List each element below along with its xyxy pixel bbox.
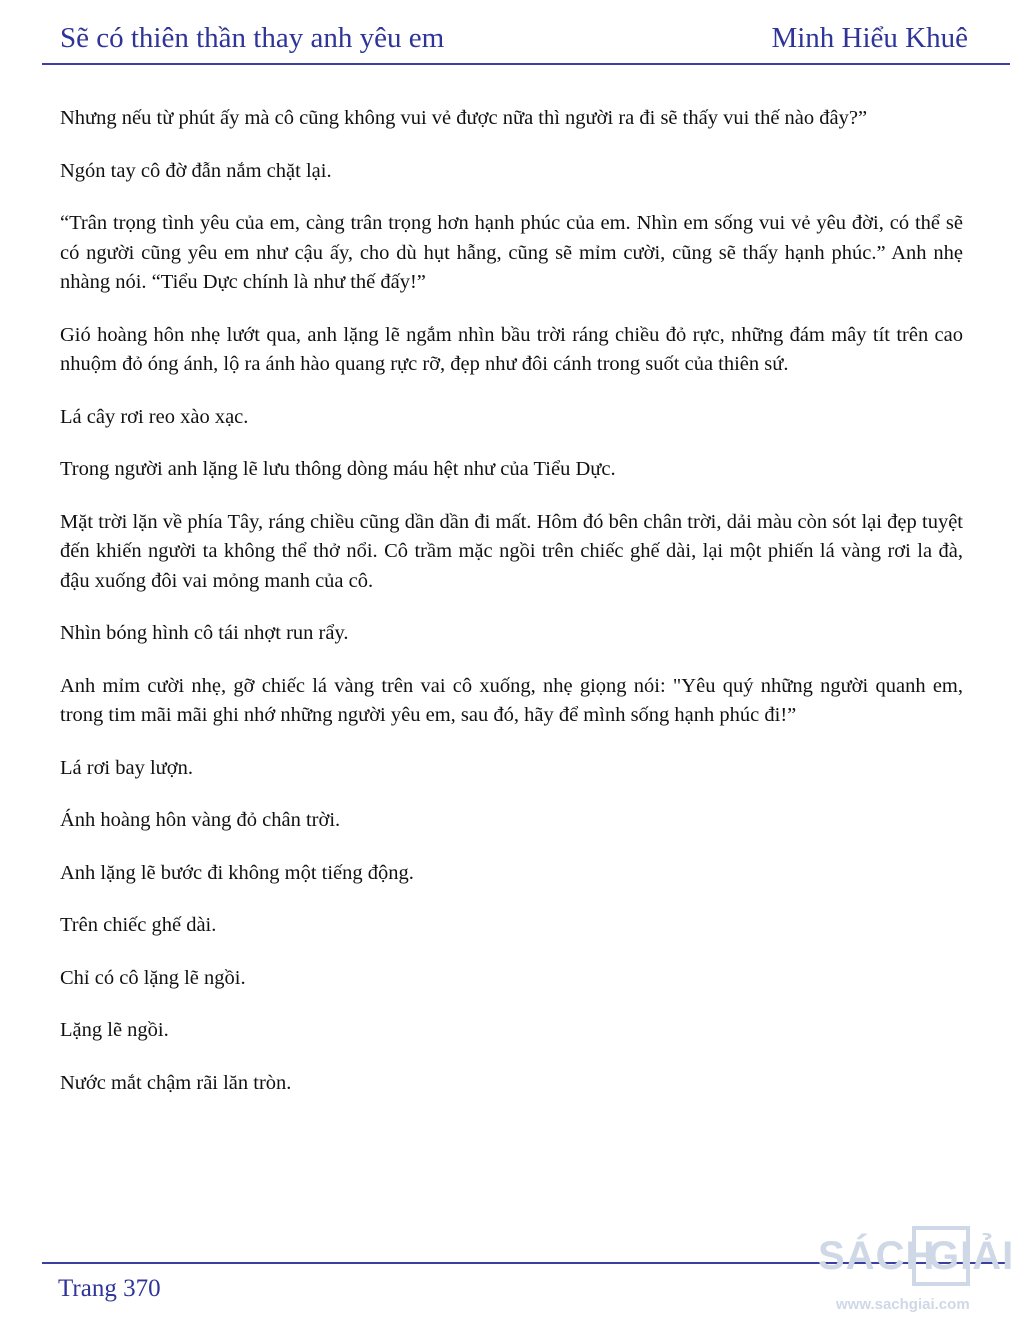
paragraph: Chỉ có cô lặng lẽ ngồi. xyxy=(60,966,246,989)
paragraph: Trên chiếc ghế dài. xyxy=(60,914,217,936)
paragraph: Nước mắt chậm rãi lăn tròn. xyxy=(60,1071,292,1094)
header-divider xyxy=(42,63,1010,65)
paragraph: Mặt trời lặn về phía Tây, ráng chiều cũng dần dần đi mất. Hôm đó bên chân trời, dải màu còn sót lại đẹp tuyệt đến khiến người ta không thể thở nổi. Cô trầm mặc ngồi trên chiếc ghế dài, lại một phiến lá vàng rơi la đà, đậu xuống đôi vai mỏng manh của cô. xyxy=(60,510,963,592)
header-author: Minh Hiểu Khuê xyxy=(771,22,968,54)
paragraph: Nhìn bóng hình cô tái nhợt run rẩy. xyxy=(60,622,349,644)
paragraph: Lá rơi bay lượn. xyxy=(60,756,193,779)
paragraph: Ngón tay cô đờ đẫn nắm chặt lại. xyxy=(60,159,332,182)
paragraph: Anh mỉm cười nhẹ, gỡ chiếc lá vàng trên vai cô xuống, nhẹ giọng nói: "Yêu quý những người quanh em, trong tim mãi mãi ghi nhớ những người yêu em, sau đó, hãy để mình sống hạnh phúc đi!” xyxy=(60,674,963,726)
watermark-brand-part2: GIẢI xyxy=(928,1234,1015,1278)
paragraph: Gió hoàng hôn nhẹ lướt qua, anh lặng lẽ ngắm nhìn bầu trời ráng chiều đỏ rực, những đám mây tít trên cao nhuộm đỏ óng ánh, lộ ra ánh hào quang rực rỡ, đẹp như đôi cánh trong suốt của thiên sứ. xyxy=(60,323,963,375)
watermark-brand-part1: SÁCH xyxy=(818,1234,936,1278)
paragraph: Ánh hoàng hôn vàng đỏ chân trời. xyxy=(60,809,341,831)
paragraph: Nhưng nếu từ phút ấy mà cô cũng không vui vẻ được nữa thì người ra đi sẽ thấy vui thế nào đây?” xyxy=(60,107,868,129)
paragraph: Lá cây rơi reo xào xạc. xyxy=(60,405,249,428)
paragraph: Anh lặng lẽ bước đi không một tiếng động. xyxy=(60,861,414,884)
paragraph: Lặng lẽ ngồi. xyxy=(60,1019,169,1041)
page-body xyxy=(60,104,963,1121)
header-book-title: Sẽ có thiên thần thay anh yêu em xyxy=(60,22,445,54)
watermark-url: www.sachgiai.com xyxy=(836,1296,970,1313)
paragraph: “Trân trọng tình yêu của em, càng trân trọng hơn hạnh phúc của em. Nhìn em sống vui vẻ yêu đời, có thể sẽ có người cũng yêu em như cậu ấy, cho dù hụt hẫng, cũng sẽ mỉm cười, cũng sẽ thấy hạnh phúc.” Anh nhẹ nhàng nói. “Tiểu Dực chính là như thế đấy!” xyxy=(60,212,963,293)
paragraph: Trong người anh lặng lẽ lưu thông dòng máu hệt như của Tiểu Dực. xyxy=(60,458,616,480)
page-number: Trang 370 xyxy=(58,1275,161,1302)
